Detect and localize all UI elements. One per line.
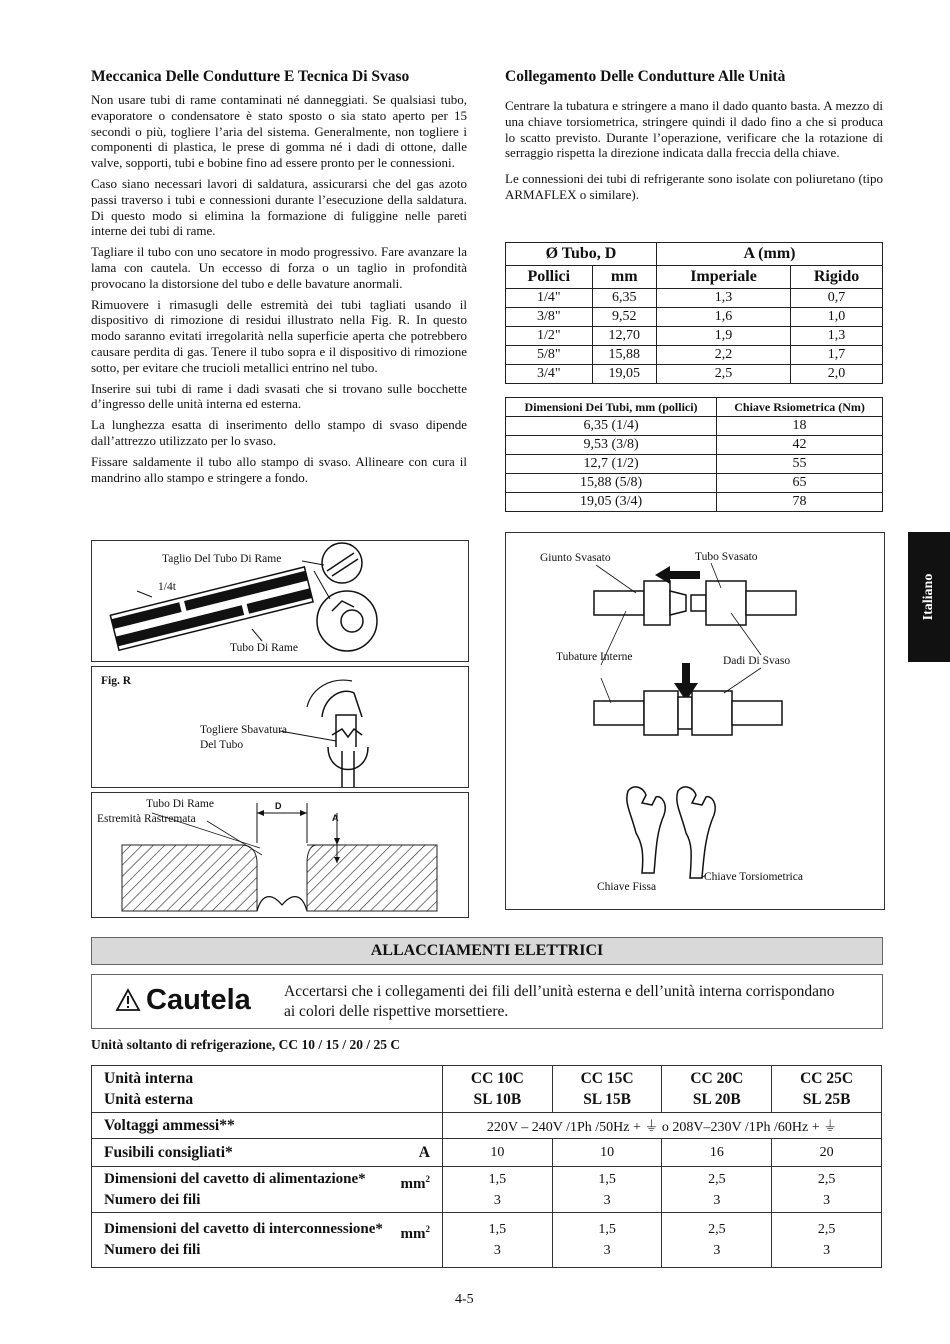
figure-deburr bbox=[91, 666, 469, 788]
table-row bbox=[506, 289, 883, 308]
row-label: Numero dei fili bbox=[104, 1191, 201, 1208]
row-label: Unità esterna bbox=[104, 1091, 194, 1108]
paragraph: Caso siano necessari lavori di saldatura, assicurarsi che del gas azoto passi traverso i tubi e connessioni durante l’esecuzione della saldatura. Di questo modo si elimina la formazione di fuliggine nelle pareti interne dei tubi di rame. bbox=[91, 175, 467, 239]
paragraph: Centrare la tubatura e stringere a mano il dado quanto basta. A mezzo di una chiave torsiometrica, stringere quindi il dado fino a che si produca lo scatto previsto. Durante l’operazione, verificare che la rotazione di serraggio rispetta la direzione indicata dalla freccia della chiave. bbox=[505, 98, 883, 161]
flare-section-illustration bbox=[92, 793, 468, 917]
row-label: Unità interna bbox=[104, 1070, 194, 1087]
table-cell: 18 bbox=[717, 417, 883, 436]
table-row bbox=[506, 436, 883, 455]
row-label: Voltaggi ammessi** bbox=[92, 1113, 443, 1139]
figure-label: Giunto Svasato bbox=[540, 552, 611, 564]
torque-table bbox=[505, 397, 883, 512]
table-cell: 6,35 (1/4) bbox=[506, 417, 717, 436]
caution-box bbox=[91, 974, 883, 1029]
table-row bbox=[506, 455, 883, 474]
table-cell: 3/8" bbox=[506, 308, 593, 327]
table-cell bbox=[92, 1066, 443, 1113]
table-row bbox=[506, 417, 883, 436]
table-cell bbox=[443, 1213, 553, 1268]
table-cell: 78 bbox=[717, 493, 883, 512]
figure-label: Tubature Interne bbox=[556, 651, 633, 663]
table-cell: 1/4" bbox=[506, 289, 593, 308]
table-cell bbox=[662, 1167, 772, 1213]
paragraph: Tagliare il tubo con uno secatore in modo progressivo. Fare avanzare la lama con cautela. Un eccesso di forza o un taglio in profondità provocano la distorsione del tubo e delle bavature anormali. bbox=[91, 244, 467, 291]
language-side-tab bbox=[908, 532, 950, 662]
cell-value: 3 bbox=[603, 1192, 611, 1208]
figure-label: Taglio Del Tubo Di Rame bbox=[162, 553, 282, 565]
table-cell: 1,3 bbox=[791, 327, 883, 346]
table-cell: 15,88 (5/8) bbox=[506, 474, 717, 493]
figure-label: Dadi Di Svaso bbox=[723, 655, 791, 667]
cell-value: 1,5 bbox=[598, 1222, 616, 1237]
table-cell bbox=[92, 1213, 443, 1268]
paragraph: Fissare saldamente il tubo allo stampo di svaso. Allineare con cura il mandrino allo stampo e stringere a fondo. bbox=[91, 453, 467, 485]
electrical-specs-table bbox=[91, 1065, 882, 1268]
table-cell: 42 bbox=[717, 436, 883, 455]
figure-connection bbox=[505, 532, 885, 910]
left-section-title: Meccanica Delle Condutture E Tecnica Di Svaso bbox=[91, 68, 410, 85]
right-section-title: Collegamento Delle Condutture Alle Unità bbox=[505, 68, 786, 85]
table-cell bbox=[662, 1213, 772, 1268]
model-label: SL 20B bbox=[692, 1091, 741, 1108]
cell-value: 3 bbox=[713, 1243, 721, 1258]
figure-label: Chiave Fissa bbox=[597, 881, 657, 893]
table-header: mm bbox=[592, 266, 656, 289]
table-cell: 6,35 bbox=[592, 289, 656, 308]
paragraph: La lunghezza esatta di inserimento dello stampo di svaso dipende dall’attrezzo utilizzato per lo svaso. bbox=[91, 417, 467, 448]
table-cell: 19,05 bbox=[592, 365, 656, 384]
table-cell: 1,3 bbox=[656, 289, 790, 308]
table-cell bbox=[443, 1167, 553, 1213]
table-cell: 1,9 bbox=[656, 327, 790, 346]
figure-label: Tubo Di Rame bbox=[230, 642, 298, 654]
dimension-label-a: A bbox=[332, 813, 339, 823]
table-cell: 2,5 bbox=[656, 365, 790, 384]
table-header: A (mm) bbox=[656, 243, 882, 266]
cell-value: 3 bbox=[493, 1192, 501, 1208]
table-cell: 15,88 bbox=[592, 346, 656, 365]
figure-label: Togliere Sbavatura bbox=[200, 724, 288, 736]
unit-label: A bbox=[418, 1143, 430, 1161]
unit-label bbox=[401, 1169, 431, 1195]
figure-flare-section bbox=[91, 792, 469, 918]
cell-value: 1,5 bbox=[488, 1222, 507, 1237]
unit-mm: mm bbox=[400, 1226, 426, 1242]
paragraph: Inserire sui tubi di rame i dadi svasati che si trovano sulle bocchette d’ingresso delle unità interna ed esterna. bbox=[91, 380, 467, 412]
cell-value: 1,5 bbox=[598, 1171, 616, 1187]
cell-value: 3 bbox=[603, 1243, 611, 1258]
row-label: Dimensioni del cavetto di alimentazione* bbox=[104, 1170, 366, 1187]
page-number: 4-5 bbox=[455, 1292, 474, 1307]
table-row bbox=[506, 474, 883, 493]
voltage-value: 220V – 240V /1Ph /50Hz + ⏚ o 208V–230V /1Ph /60Hz + ⏚ bbox=[443, 1113, 882, 1139]
figure-label: Tubo Di Rame bbox=[146, 798, 214, 810]
table-cell: 5/8" bbox=[506, 346, 593, 365]
table-cell: 2,0 bbox=[791, 365, 883, 384]
figure-label: 1/4t bbox=[158, 581, 176, 593]
table-row bbox=[506, 346, 883, 365]
table-cell: 3/4" bbox=[506, 365, 593, 384]
cell-value: 2,5 bbox=[817, 1222, 836, 1237]
table-header: Rigido bbox=[791, 266, 883, 289]
table-cell bbox=[552, 1066, 662, 1113]
table-row bbox=[506, 327, 883, 346]
table-cell bbox=[92, 1139, 443, 1167]
figure-label: Chiave Torsiometrica bbox=[704, 871, 803, 883]
table-row bbox=[506, 365, 883, 384]
right-text-column bbox=[505, 98, 883, 208]
table-cell: 2,2 bbox=[656, 346, 790, 365]
model-label: CC 15C bbox=[580, 1070, 634, 1087]
unit-mm: mm bbox=[400, 1175, 426, 1192]
table-cell: 65 bbox=[717, 474, 883, 493]
tube-dimension-table bbox=[505, 242, 883, 384]
table-row bbox=[92, 1167, 882, 1213]
figure-label: Del Tubo bbox=[200, 739, 244, 751]
cell-value: 2,5 bbox=[708, 1171, 726, 1187]
table-row bbox=[506, 493, 883, 512]
model-label: CC 10C bbox=[470, 1070, 524, 1087]
table-cell: 0,7 bbox=[791, 289, 883, 308]
table-cell: 20 bbox=[772, 1139, 882, 1167]
table-cell bbox=[552, 1167, 662, 1213]
table-cell bbox=[92, 1167, 443, 1213]
figure-label: Estremità Rastremata bbox=[97, 813, 196, 825]
table-header: Dimensioni Dei Tubi, mm (pollici) bbox=[506, 398, 717, 417]
table-cell: 10 bbox=[552, 1139, 662, 1167]
table-cell bbox=[443, 1066, 553, 1113]
cell-value: 2,5 bbox=[817, 1171, 836, 1187]
table-cell: 55 bbox=[717, 455, 883, 474]
figure-label: Tubo Svasato bbox=[695, 551, 758, 563]
unit-sup: 2 bbox=[425, 1224, 430, 1234]
table-row bbox=[92, 1066, 882, 1113]
table-cell: 10 bbox=[443, 1139, 553, 1167]
caution-text: Accertarsi che i collegamenti dei fili dell’unità esterna e dell’unità interna corrispondano ai colori delle rispettive morsettiere. bbox=[284, 983, 835, 1020]
row-label: Numero dei fili bbox=[104, 1242, 201, 1258]
row-label: Dimensioni del cavetto di interconnessione* bbox=[104, 1221, 383, 1237]
paragraph: Le connessioni dei tubi di refrigerante sono isolate con poliuretano (tipo ARMAFLEX o similare). bbox=[505, 171, 883, 202]
table-cell: 9,52 bbox=[592, 308, 656, 327]
table-cell: 16 bbox=[662, 1139, 772, 1167]
table-header: Imperiale bbox=[656, 266, 790, 289]
paragraph: Non usare tubi di rame contaminati né danneggiati. Se qualsiasi tubo, evaporatore o condensatore è stato sposto o sia stato aperto per 15 secondi o più, togliere l’aria del sistema. Generalmente, non togliere i componenti di plastica, le prese di gomma né i dadi di ottone, dalle valve, sopporti, tubi e bobine fino ad essere pronto per le connessioni. bbox=[91, 92, 467, 171]
table-cell bbox=[772, 1066, 882, 1113]
table-row bbox=[506, 308, 883, 327]
table-header: Ø Tubo, D bbox=[506, 243, 657, 266]
table-cell: 12,7 (1/2) bbox=[506, 455, 717, 474]
table-cell: 1,6 bbox=[656, 308, 790, 327]
figure-tube-cutting bbox=[91, 540, 469, 662]
side-tab-label: Italiano bbox=[921, 573, 936, 621]
cell-value: 1,5 bbox=[488, 1171, 507, 1187]
table-header: Pollici bbox=[506, 266, 593, 289]
model-label: SL 10B bbox=[473, 1091, 522, 1108]
cell-value: 3 bbox=[823, 1192, 831, 1208]
table-cell bbox=[772, 1167, 882, 1213]
paragraph: Rimuovere i rimasugli delle estremità dei tubi tagliati usando il dispositivo di rimozione di residui illustrato nella Fig. R. In questo modo saranno evitati irregolarità nella superficie aperta che potrebbero causare perdita di gas. Tenere il tubo sopra e il dispositivo di rimozione sotto, per evitare che trucioli metallici entrino nel tubo. bbox=[91, 296, 467, 375]
table-cell: 1/2" bbox=[506, 327, 593, 346]
figure-label: Fig. R bbox=[101, 675, 132, 687]
model-label: SL 15B bbox=[583, 1091, 632, 1108]
model-label: CC 25C bbox=[800, 1070, 854, 1087]
cell-value: 3 bbox=[713, 1192, 721, 1208]
table-row bbox=[92, 1113, 882, 1139]
left-text-column bbox=[91, 92, 467, 490]
unit-label bbox=[401, 1219, 431, 1245]
table-cell bbox=[772, 1213, 882, 1268]
model-label: SL 25B bbox=[802, 1091, 851, 1108]
table-cell: 1,7 bbox=[791, 346, 883, 365]
electrical-subtitle: Unità soltanto di refrigerazione, CC 10 / 15 / 20 / 25 C bbox=[91, 1037, 401, 1052]
unit-sup: 2 bbox=[425, 1173, 430, 1184]
table-row bbox=[92, 1213, 882, 1268]
table-cell: 12,70 bbox=[592, 327, 656, 346]
table-header: Chiave Rsiometrica (Nm) bbox=[717, 398, 883, 417]
cell-value: 2,5 bbox=[708, 1222, 726, 1237]
row-label: Fusibili consigliati* bbox=[104, 1143, 233, 1161]
table-cell: 9,53 (3/8) bbox=[506, 436, 717, 455]
section-heading-bar: ALLACCIAMENTI ELETTRICI bbox=[91, 937, 883, 965]
table-cell bbox=[662, 1066, 772, 1113]
cell-value: 3 bbox=[493, 1243, 501, 1258]
model-label: CC 20C bbox=[690, 1070, 744, 1087]
table-row bbox=[92, 1139, 882, 1167]
caution-title: Cautela bbox=[146, 984, 251, 1016]
connection-illustration bbox=[506, 533, 884, 909]
table-cell: 1,0 bbox=[791, 308, 883, 327]
dimension-label-d: D bbox=[275, 801, 282, 811]
table-cell: 19,05 (3/4) bbox=[506, 493, 717, 512]
cell-value: 3 bbox=[823, 1243, 831, 1258]
warning-triangle-icon bbox=[115, 988, 141, 1012]
table-cell bbox=[552, 1213, 662, 1268]
